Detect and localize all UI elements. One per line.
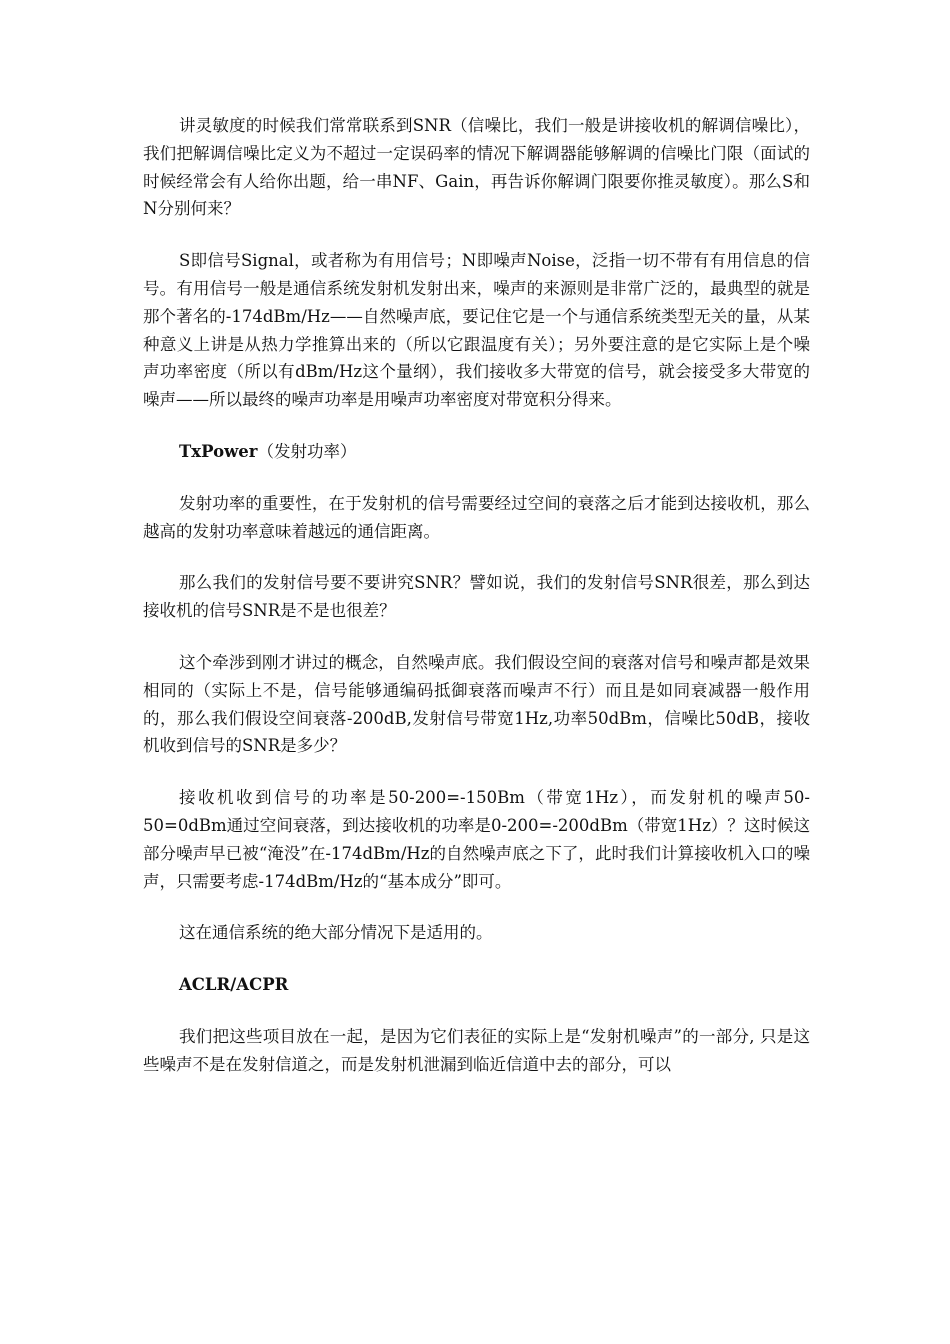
- heading-txpower-subtitle: （发射功率）: [257, 441, 357, 461]
- paragraph-snr-intro: 讲灵敏度的时候我们常常联系到SNR（信噪比，我们一般是讲接收机的解调信噪比），我们把解调信噪比定义为不超过一定误码率的情况下解调器能够解调的信噪比门限（面试的时候经常会有人给你出题，给一串NF、Gain，再告诉你解调门限要你推灵敏度）。那么S和N分别何来？: [143, 116, 810, 219]
- paragraph-signal-noise: S即信号Signal，或者称为有用信号；N即噪声Noise，泛指一切不带有有用信息的信号。有用信号一般是通信系统发射机发射出来，噪声的来源则是非常广泛的，最典型的就是那个著名的-174dBm/Hz——自然噪声底，要记住它是一个与通信系统类型无关的量，从某种意义上讲是从热力学推算出来的（所以它跟温度有关）；另外要注意的是它实际上是个噪声功率密度（所以有dBm/Hz这个量纲），我们接收多大带宽的信号，就会接受多大带宽的噪声——所以最终的噪声功率是用噪声功率密度对带宽积分得来。: [143, 251, 810, 410]
- heading-txpower-title: TxPower: [179, 441, 258, 461]
- paragraph-calculation: 接收机收到信号的功率是50-200=-150Bm（带宽1Hz），而发射机的噪声50-50=0dBm通过空间衰落，到达接收机的功率是0-200=-200dBm（带宽1Hz）？这时候这部分噪声早已被“淹没”在-174dBm/Hz的自然噪声底之下了，此时我们计算接收机入口的噪声，只需要考虑-174dBm/Hz的“基本成分”即可。: [143, 788, 810, 891]
- paragraph-tx-importance: 发射功率的重要性，在于发射机的信号需要经过空间的衰落之后才能到达接收机，那么越高的发射功率意味着越远的通信距离。: [143, 493, 810, 541]
- document-page: [143, 112, 810, 1103]
- heading-txpower: [143, 438, 810, 466]
- paragraph-aclr-intro: 我们把这些项目放在一起，是因为它们表征的实际上是“发射机噪声”的一部分, 只是这些噪声不是在发射信道之，而是发射机泄漏到临近信道中去的部分，可以: [143, 1026, 810, 1074]
- paragraph-noise-floor-example: 这个牵涉到刚才讲过的概念，自然噪声底。我们假设空间的衰落对信号和噪声都是效果相同的（实际上不是，信号能够通编码抵御衰落而噪声不行）而且是如同衰减器一般作用的，那么我们假设空间衰落-200dB,发射信号带宽1Hz,功率50dBm，信噪比50dB，接收机收到信号的SNR是多少？: [143, 652, 810, 756]
- heading-aclr-acpr: ACLR/ACPR: [179, 975, 289, 995]
- paragraph-applicability: 这在通信系统的绝大部分情况下是适用的。: [179, 923, 493, 943]
- paragraph-tx-snr-question: 那么我们的发射信号要不要讲究SNR？譬如说，我们的发射信号SNR很差，那么到达接收机的信号SNR是不是也很差？: [143, 573, 810, 621]
